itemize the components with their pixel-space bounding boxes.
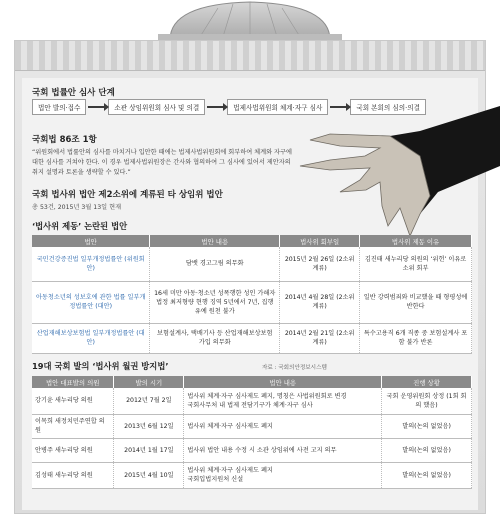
law-clause-text: “위원회에서 법률안의 심사를 마치거나 입안한 때에는 법제사법위원회에 회부하여 체계와 자구에 대한 심사를 거쳐야 한다. 이 경우 법제사법위원장은 간사와 협의하여 그 심사에 있어서 제안자의 취지 설명과 토론을 생략할 수 있다.” <box>32 149 292 176</box>
table-row <box>32 438 472 462</box>
table-header <box>32 235 472 247</box>
member-cell: 이목희 새정치민주연합 의원 <box>32 414 114 438</box>
header-cell: 법사위 회부일 <box>280 235 360 247</box>
status-cell: 발의(논의 없었음) <box>382 438 472 462</box>
reason-cell: 김진태 새누리당 의원의 ‘위헌’ 이유로 소위 회부 <box>360 247 472 281</box>
hand-illustration <box>270 96 500 246</box>
content-cell <box>184 388 382 414</box>
power-bills-source: 자료 : 국회의안정보시스템 <box>262 365 327 371</box>
header-cell: 발의 시기 <box>114 376 184 388</box>
header-cell: 법안 내용 <box>150 235 280 247</box>
date-cell: 2015년 2월 26일 (2소위 계류) <box>280 247 360 281</box>
review-stages-flow <box>32 100 426 113</box>
table-row <box>32 414 472 438</box>
header-cell: 법안 내용 <box>184 376 382 388</box>
content-line: 국회사무처 내 법제 전담기구가 체계·자구 심사 <box>187 401 313 409</box>
date-cell: 2012년 7월 2일 <box>114 388 184 414</box>
header-cell: 법사위 제동 이유 <box>360 235 472 247</box>
reason-cell: 일반 강력범죄와 비교했을 때 형평성에 반한다 <box>360 281 472 323</box>
date-cell: 2013년 6월 12일 <box>114 414 184 438</box>
controversial-table <box>32 235 472 354</box>
member-cell: 김성태 새누리당 의원 <box>32 462 114 488</box>
law-clause-title: 국회법 86조 1항 <box>32 135 97 145</box>
power-bills-table <box>32 376 472 489</box>
content-line: 법사위 체계·자구 심사제도 폐지 <box>187 467 273 474</box>
stage-3: 법제사법위원회 체계·자구 심사 <box>227 99 328 115</box>
content-line: 법사위 법안 내용 수정 시 소관 상임위에 사전 고지 의무 <box>187 446 337 454</box>
table-header <box>32 376 472 388</box>
status-cell: 발의(논의 없었음) <box>382 462 472 488</box>
status-cell: 국회 운영위원회 상정 (1회 회의 했음) <box>382 388 472 414</box>
date-cell: 2015년 4월 10일 <box>114 462 184 488</box>
table-row <box>32 281 472 323</box>
power-bills-title: 19대 국회 발의 ‘법사위 월권 방지법’ <box>32 361 169 371</box>
arrow-icon <box>207 106 225 108</box>
arrow-icon <box>88 106 106 108</box>
content-line: 국회입법지원처 신설 <box>187 476 244 483</box>
date-cell: 2014년 1월 17일 <box>114 438 184 462</box>
date-cell: 2014년 2월 21일 (2소위 계류) <box>280 323 360 353</box>
member-cell: 안병주 새누리당 의원 <box>32 438 114 462</box>
header-cell: 진행 상황 <box>382 376 472 388</box>
date-cell: 2014년 4월 28일 (2소위 계류) <box>280 281 360 323</box>
bill-cell: 산업재해보상보험법 일부개정법률안 (대안) <box>32 323 150 353</box>
table-row <box>32 462 472 488</box>
arrow-icon <box>330 106 348 108</box>
table-row <box>32 323 472 353</box>
content-cell <box>184 438 382 462</box>
content-cell: 보험설계사, 택배기사 등 산업재해보상보험 가입 의무화 <box>150 323 280 353</box>
review-stages-title: 국회 법률안 심사 단계 <box>32 88 115 98</box>
bill-cell: 국민건강증진법 일부개정법률안 (위원회안) <box>32 247 150 281</box>
stage-4: 국회 본회의 심의·의결 <box>350 99 426 115</box>
bill-cell: 아동청소년의 성보호에 관한 법률 일부개정법률안 (대안) <box>32 281 150 323</box>
content-cell: 16세 미만 아동·청소년 성폭행한 성인 가해자 법정 최저형량 현행 징역 5년에서 7년, 집행유예 원천 불가 <box>150 281 280 323</box>
content-cell <box>184 462 382 488</box>
content-line: 법사위 체계·자구 심사제도 폐지 <box>187 422 273 430</box>
table-row <box>32 247 472 281</box>
content-cell: 담뱃 경고그림 의무화 <box>150 247 280 281</box>
assembly-dome-illustration <box>158 0 342 40</box>
header-cell: 법안 대표발의 의원 <box>32 376 114 388</box>
table-row <box>32 388 472 414</box>
pending-title: 국회 법사위 법안 제2소위에 계류된 타 상임위 법안 <box>32 190 223 200</box>
controversial-title: ‘법사위 제동’ 논란된 법안 <box>32 221 128 231</box>
stage-1: 법안 발의·접수 <box>32 99 86 115</box>
content-line: 법사위 체계·자구 심사제도 폐지, 명칭은 사법위원회로 변경 <box>187 392 347 400</box>
pending-note: 총 53건, 2015년 3월 13일 현재 <box>32 204 122 211</box>
status-cell: 발의(논의 없었음) <box>382 414 472 438</box>
colonnade-decoration <box>15 41 485 71</box>
reason-cell: 특수고용직 6개 직종 중 보험설계사 포함 불가 반론 <box>360 323 472 353</box>
content-cell <box>184 414 382 438</box>
member-cell: 강기윤 새누리당 의원 <box>32 388 114 414</box>
header-cell: 법안 <box>32 235 150 247</box>
stage-2: 소관 상임위원회 심사 및 의결 <box>108 99 205 115</box>
